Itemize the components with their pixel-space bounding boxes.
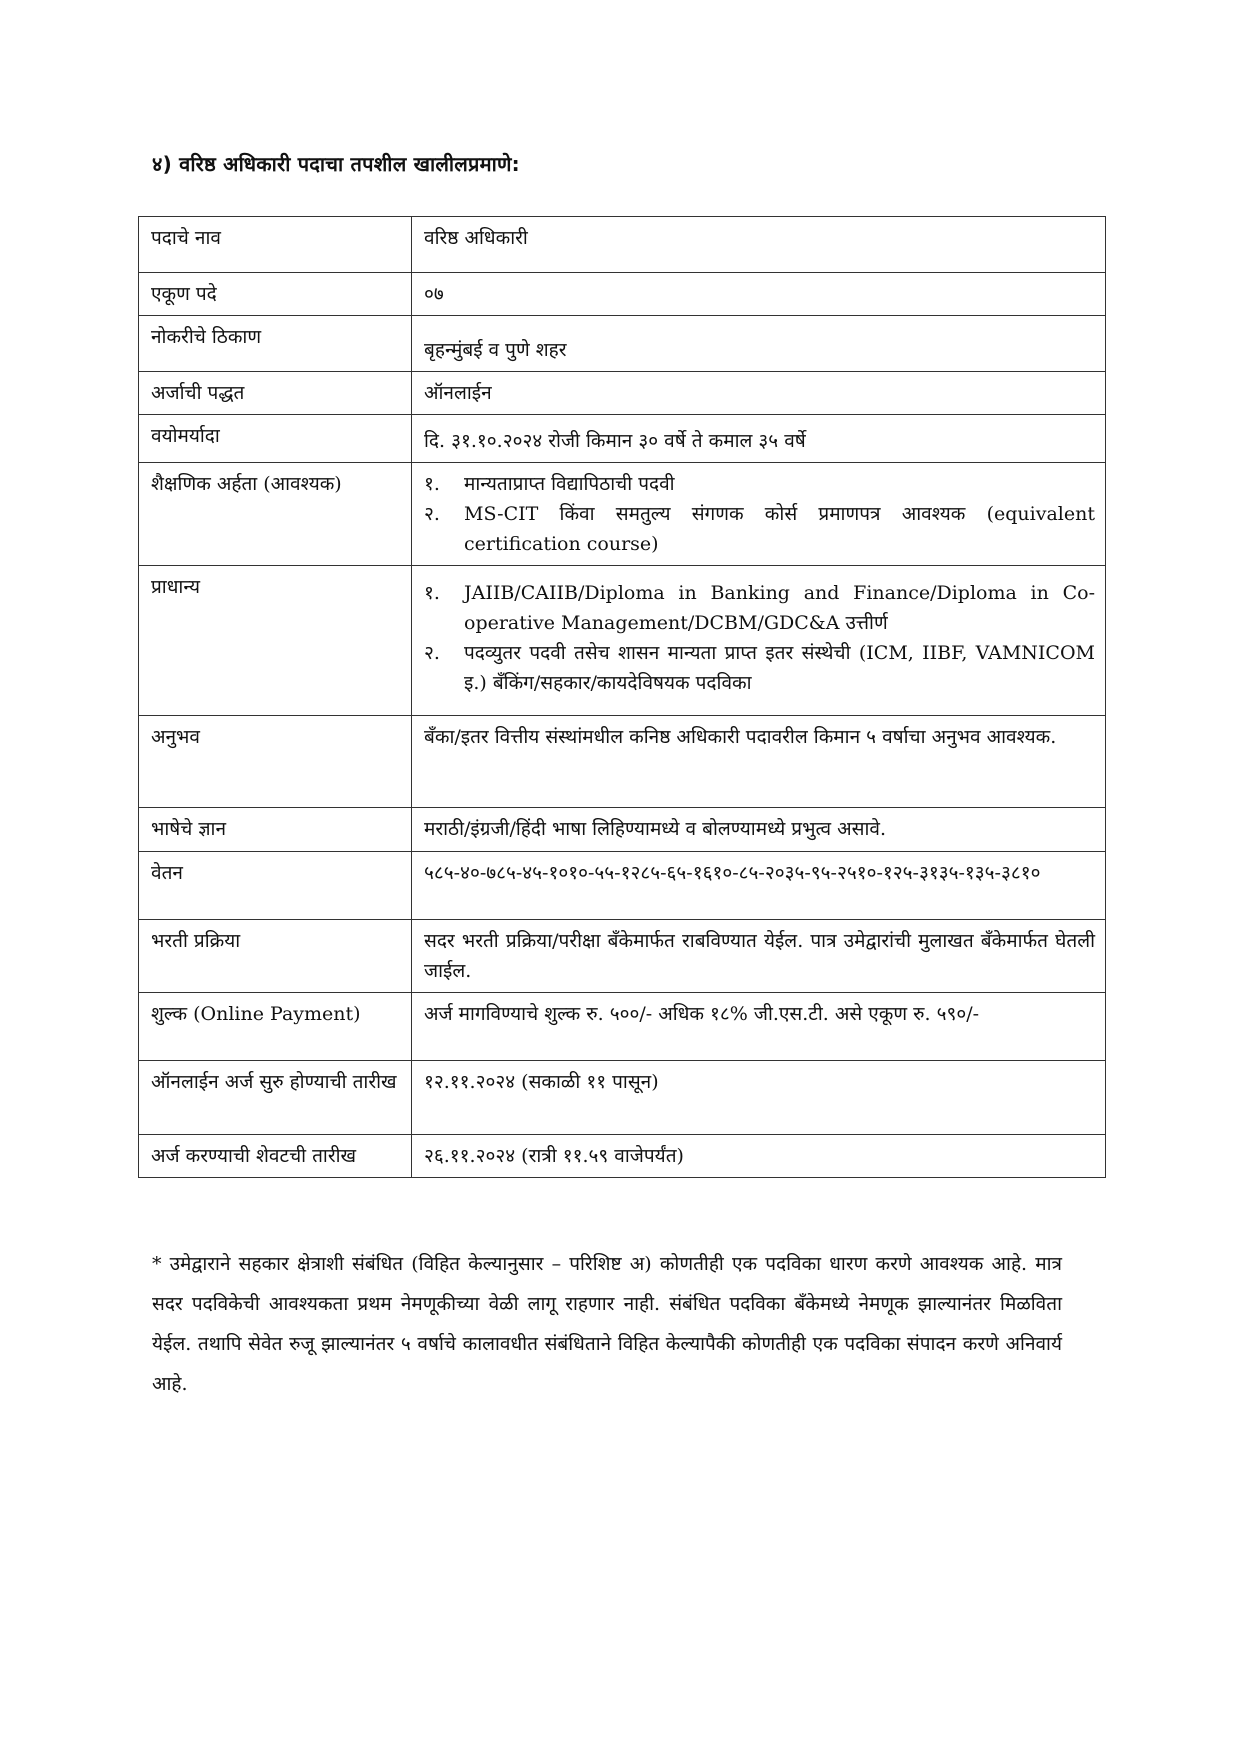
row-value-application-mode: ऑनलाईन [412, 372, 1106, 415]
table-row [139, 1135, 1106, 1178]
row-label-post-name: पदाचे नाव [139, 217, 412, 273]
row-value-last-date: २६.११.२०२४ (रात्री ११.५९ वाजेपर्यंत) [412, 1135, 1106, 1178]
list-item-text: MS-CIT किंवा समतुल्य संगणक कोर्स प्रमाणपत्र आवश्यक (equivalent certification course) [464, 503, 1095, 555]
table-row [139, 716, 1106, 808]
row-label-experience: अनुभव [139, 716, 412, 808]
row-value-recruitment-process: सदर भरती प्रक्रिया/परीक्षा बँकेमार्फत राबविण्यात येईल. पात्र उमेद्वारांची मुलाखत बँकेमार्फत घेतली जाईल. [412, 920, 1106, 993]
row-value-post-name: वरिष्ठ अधिकारी [412, 217, 1106, 273]
list-item [424, 578, 1095, 638]
list-item [424, 638, 1095, 698]
table-row [139, 993, 1106, 1061]
row-label-fee: शुल्क (Online Payment) [139, 993, 412, 1061]
row-value-experience: बँका/इतर वित्तीय संस्थांमधील कनिष्ठ अधिकारी पदावरील किमान ५ वर्षाचा अनुभव आवश्यक. [412, 716, 1106, 808]
row-label-start-date: ऑनलाईन अर्ज सुरु होण्याची तारीख [139, 1061, 412, 1135]
row-value-age-limit: दि. ३१.१०.२०२४ रोजी किमान ३० वर्षे ते कमाल ३५ वर्षे [412, 415, 1106, 463]
row-value-preference [412, 566, 1106, 716]
table-row [139, 920, 1106, 993]
list-item-number: १. [424, 473, 440, 495]
row-value-salary: ५८५-४०-७८५-४५-१०१०-५५-१२८५-६५-१६१०-८५-२०३५-९५-२५१०-१२५-३१३५-१३५-३८१० [412, 852, 1106, 920]
footnote-paragraph: * उमेद्वाराने सहकार क्षेत्राशी संबंधित (विहित केल्यानुसार – परिशिष्ट अ) कोणतीही एक पदविका धारण करणे आवश्यक आहे. मात्र सदर पदविकेची आवश्यकता प्रथम नेमणूकीच्या वेळी लागू राहणार नाही. संबंधित पदविका बँकेमध्ये नेमणूक झाल्यानंतर मिळविता येईल. तथापि सेवेत रुजू झाल्यानंतर ५ वर्षाचे कालावधीत संबंधिताने विहित केल्यापैकी कोणतीही एक पदविका संपादन करणे अनिवार्य आहे. [152, 1253, 1062, 1395]
list-item-number: २. [424, 642, 440, 664]
row-value-total-posts: ०७ [412, 273, 1106, 316]
list-item [424, 469, 1095, 499]
row-value-job-location: बृहन्मुंबई व पुणे शहर [412, 316, 1106, 372]
table-row [139, 217, 1106, 273]
row-value-education [412, 463, 1106, 566]
table-row [139, 808, 1106, 852]
row-label-age-limit: वयोमर्यादा [139, 415, 412, 463]
row-value-language: मराठी/इंग्रजी/हिंदी भाषा लिहिण्यामध्ये व बोलण्यामध्ये प्रभुत्व असावे. [412, 808, 1106, 852]
table-row [139, 415, 1106, 463]
table-row [139, 852, 1106, 920]
post-details-table [138, 216, 1106, 1178]
list-item-text: मान्यताप्राप्त विद्यापिठाची पदवी [464, 473, 675, 495]
table-row [139, 1061, 1106, 1135]
list-item-number: १. [424, 582, 440, 604]
row-label-job-location: नोकरीचे ठिकाण [139, 316, 412, 372]
row-label-salary: वेतन [139, 852, 412, 920]
list-item-text: पदव्युतर पदवी तसेच शासन मान्यता प्राप्त इतर संस्थेची (ICM, IIBF, VAMNICOM इ.) बँकिंग/सहकार/कायदेविषयक पदविका [464, 642, 1095, 694]
row-label-language: भाषेचे ज्ञान [139, 808, 412, 852]
list-item-text: JAIIB/CAIIB/Diploma in Banking and Finance/Diploma in Co-operative Management/DCBM/GDC&A उत्तीर्ण [464, 582, 1095, 634]
row-label-application-mode: अर्जाची पद्धत [139, 372, 412, 415]
table-row [139, 316, 1106, 372]
table-row [139, 463, 1106, 566]
table-row [139, 566, 1106, 716]
row-label-last-date: अर्ज करण्याची शेवटची तारीख [139, 1135, 412, 1178]
row-label-recruitment-process: भरती प्रक्रिया [139, 920, 412, 993]
row-label-total-posts: एकूण पदे [139, 273, 412, 316]
education-list [424, 469, 1095, 559]
row-value-start-date: १२.११.२०२४ (सकाळी ११ पासून) [412, 1061, 1106, 1135]
list-item [424, 499, 1095, 559]
table-row [139, 372, 1106, 415]
row-label-preference: प्राधान्य [139, 566, 412, 716]
preference-list [424, 578, 1095, 698]
list-item-number: २. [424, 503, 440, 525]
row-value-fee: अर्ज मागविण्याचे शुल्क रु. ५००/- अधिक १८% जी.एस.टी. असे एकूण रु. ५९०/- [412, 993, 1106, 1061]
section-heading: ४) वरिष्ठ अधिकारी पदाचा तपशील खालीलप्रमाणे: [152, 152, 520, 176]
table-row [139, 273, 1106, 316]
row-label-education: शैक्षणिक अर्हता (आवश्यक) [139, 463, 412, 566]
